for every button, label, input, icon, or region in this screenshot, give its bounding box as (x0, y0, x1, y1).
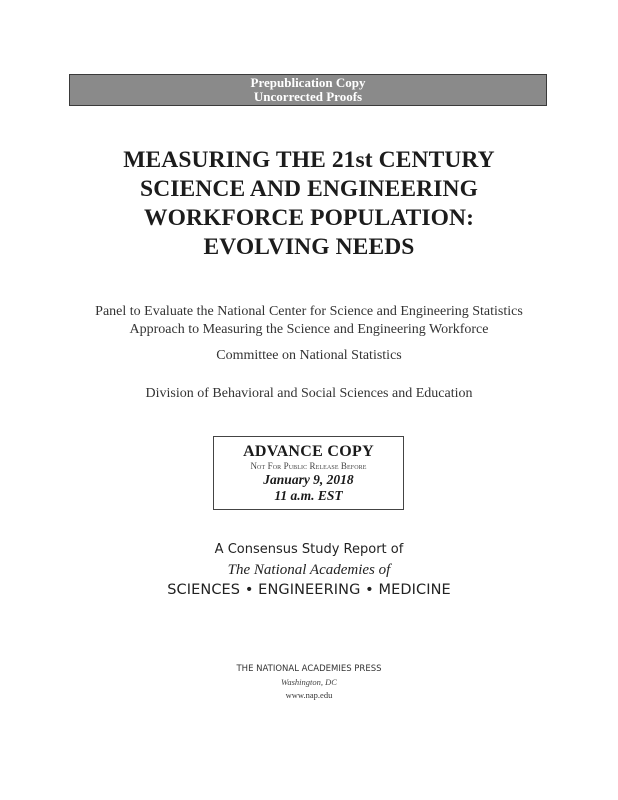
banner-line-2: Uncorrected Proofs (253, 89, 363, 104)
title-line-1: MEASURING THE 21st CENTURY (123, 147, 495, 173)
title-line-4: EVOLVING NEEDS (203, 234, 415, 260)
advance-copy-title: ADVANCE COPY (243, 443, 374, 460)
academies-label: The National Academies of (227, 562, 391, 578)
prepublication-banner (69, 74, 547, 106)
title-line-2: SCIENCE AND ENGINEERING (140, 176, 478, 202)
panel-name (0, 303, 618, 339)
publisher-location: Washington, DC (281, 677, 337, 687)
release-notice: Not For Public Release Before (250, 461, 367, 471)
panel-line-2: Approach to Measuring the Science and Engineering Workforce (129, 322, 489, 337)
sciences-engineering-medicine: SCIENCES • ENGINEERING • MEDICINE (167, 582, 451, 598)
division-name: Division of Behavioral and Social Sciences and Education (145, 386, 473, 401)
consensus-label: A Consensus Study Report of (214, 542, 404, 557)
publisher-website[interactable]: www.nap.edu (285, 690, 333, 700)
report-title (0, 146, 618, 262)
banner-line-1: Prepublication Copy (250, 75, 366, 90)
release-time: 11 a.m. EST (274, 488, 343, 503)
advance-copy-box (213, 436, 404, 510)
release-date: January 9, 2018 (263, 472, 354, 487)
title-line-3: WORKFORCE POPULATION: (143, 205, 474, 231)
committee-name: Committee on National Statistics (216, 348, 402, 363)
publisher-name: THE NATIONAL ACADEMIES PRESS (236, 664, 382, 674)
panel-line-1: Panel to Evaluate the National Center for Science and Engineering Statistics (95, 304, 523, 319)
